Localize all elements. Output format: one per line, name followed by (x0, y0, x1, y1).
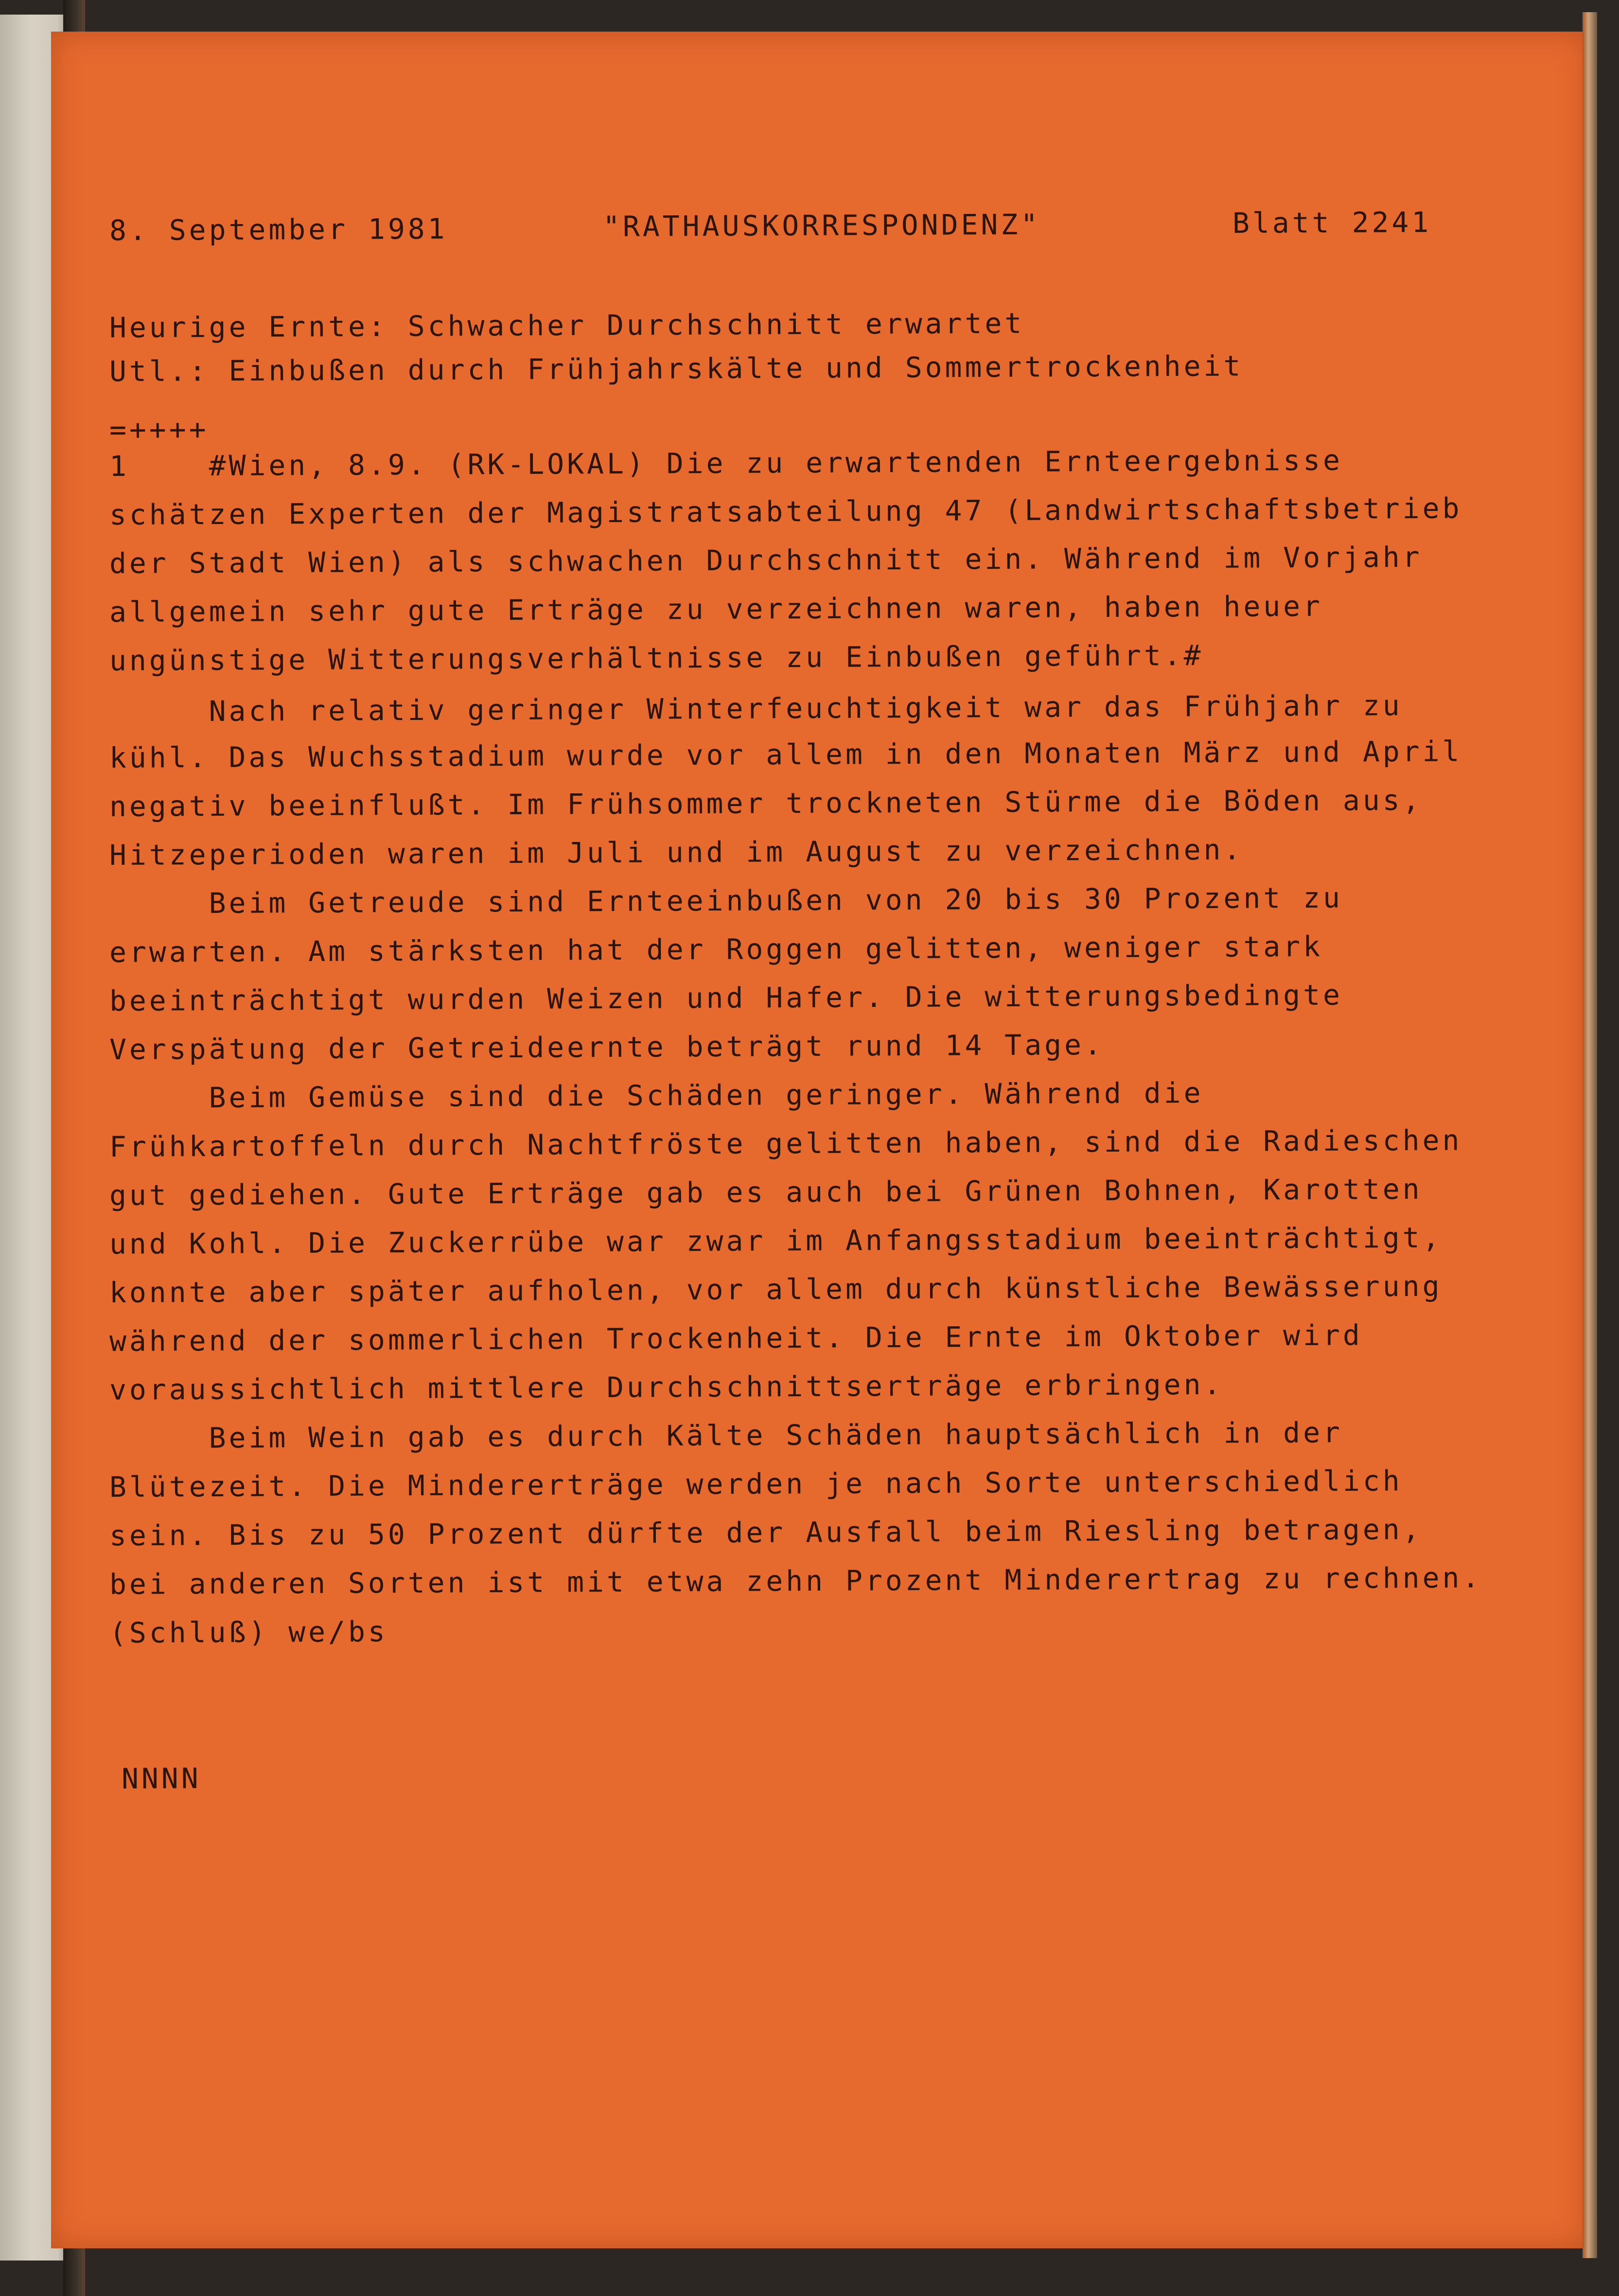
separator-line: =++++ (109, 413, 209, 446)
body-line: gut gediehen. Gute Erträge gab es auch bei Grünen Bohnen, Karotten (109, 1172, 1423, 1212)
body-line: und Kohl. Die Zuckerrübe war zwar im Anfangsstadium beeinträchtigt, (109, 1221, 1443, 1261)
body-line: beeinträchtigt wurden Weizen und Hafer. Die witterungsbedingte (109, 978, 1343, 1017)
header-date: 8. September 1981 (109, 212, 448, 247)
body-line: erwarten. Am stärksten hat der Roggen gelitten, weniger stark (109, 929, 1323, 969)
body-line: konnte aber später aufholen, vor allem durch künstliche Bewässerung (109, 1269, 1443, 1309)
header-publication: "RATHAUSKORRESPONDENZ" (602, 208, 1041, 243)
sign-off: (Schluß) we/bs (109, 1615, 388, 1649)
article-headline: Heurige Ernte: Schwacher Durchschnitt erwartet (109, 306, 1025, 344)
body-line: negativ beeinflußt. Im Frühsommer trockneten Stürme die Böden aus, (109, 783, 1423, 823)
body-line: sein. Bis zu 50 Prozent dürfte der Ausfall beim Riesling betragen, (109, 1512, 1423, 1552)
body-line: Frühkartoffeln durch Nachtfröste gelitten haben, sind die Radieschen (109, 1123, 1462, 1163)
body-line: der Stadt Wien) als schwachen Durchschnitt ein. Während im Vorjahr (109, 540, 1423, 580)
body-line: Hitzeperioden waren im Juli und im August zu verzeichnen. (109, 833, 1244, 872)
body-line: 1 #Wien, 8.9. (RK-LOKAL) Die zu erwartenden Ernteergebnisse (109, 443, 1343, 483)
body-line: kühl. Das Wuchsstadium wurde vor allem in den Monaten März und April (109, 735, 1462, 774)
end-marker: NNNN (121, 1762, 201, 1795)
body-line: während der sommerlichen Trockenheit. Die Ernte im Oktober wird (109, 1318, 1363, 1358)
body-line: voraussichtlich mittlere Durchschnittserträge erbringen. (109, 1367, 1224, 1406)
body-line: Beim Gemüse sind die Schäden geringer. Während die (109, 1076, 1204, 1115)
body-line: Beim Wein gab es durch Kälte Schäden hauptsächlich in der (109, 1416, 1343, 1455)
body-line: Beim Getreude sind Ernteeinbußen von 20 bis 30 Prozent zu (109, 881, 1343, 920)
body-line: ungünstige Witterungsverhältnisse zu Einbußen geführt.# (109, 639, 1204, 677)
body-line: bei anderen Sorten ist mit etwa zehn Prozent Minderertrag zu rechnen. (109, 1561, 1482, 1601)
sheet-edge (1583, 12, 1597, 2258)
body-line: Verspätung der Getreideernte beträgt rund 14 Tage. (109, 1028, 1105, 1066)
body-line: Blütezeit. Die Mindererträge werden je nach Sorte unterschiedlich (109, 1464, 1403, 1504)
header-sheet-number: Blatt 2241 (1232, 206, 1432, 240)
article-subheadline: Utl.: Einbußen durch Frühjahrskälte und Sommertrockenheit (109, 349, 1244, 388)
body-line: Nach relativ geringer Winterfeuchtigkeit war das Frühjahr zu (109, 689, 1403, 728)
body-line: allgemein sehr gute Erträge zu verzeichnen waren, haben heuer (109, 589, 1323, 629)
body-line: schätzen Experten der Magistratsabteilung 47 (Landwirtschaftsbetrieb (109, 491, 1462, 531)
